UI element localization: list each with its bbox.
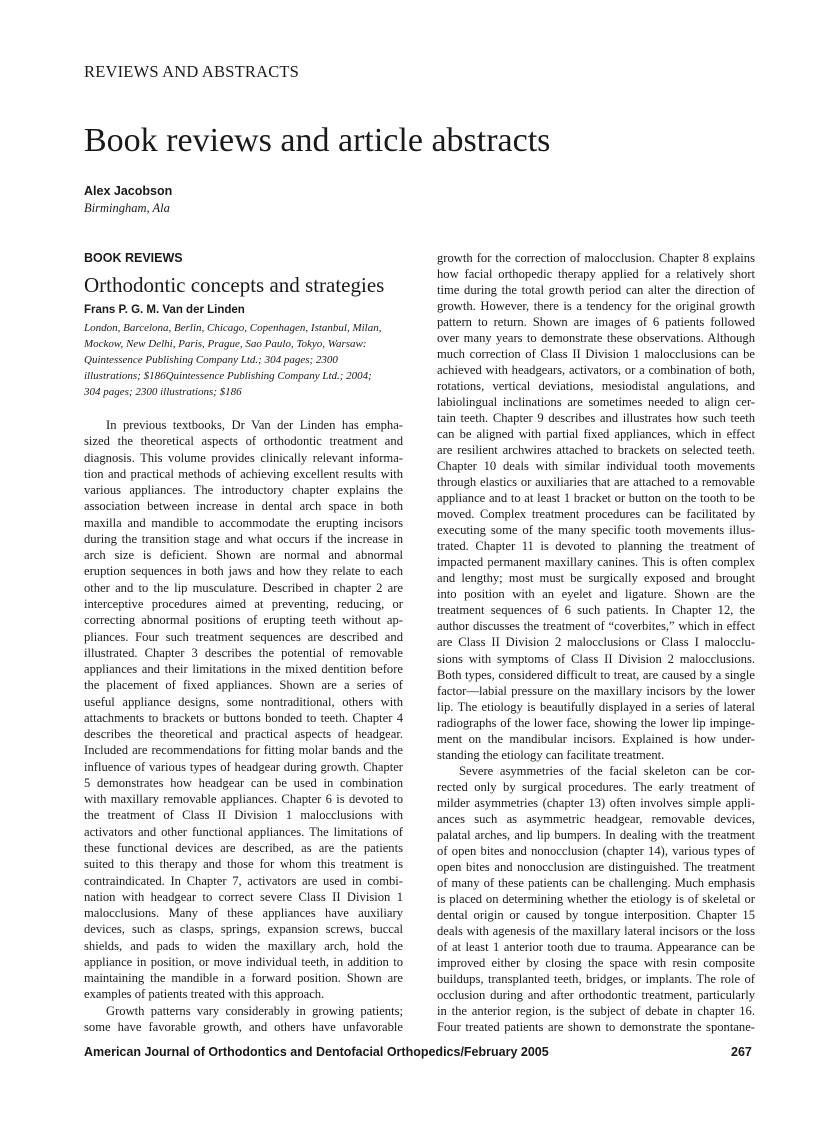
- text-line: in the anterior region, is the subject of debate in chapter 16.: [437, 1003, 755, 1018]
- text-line: sized the theoretical aspects of orthodontic treatment and: [84, 434, 403, 449]
- text-line: palatal arches, and lip bumpers. In dealing with the treatment: [437, 827, 755, 842]
- text-line: of many of these patients can be challenging. Much emphasis: [437, 875, 755, 890]
- text-line: are resilient archwires attached to brackets on selected teeth.: [437, 443, 755, 458]
- text-line: devices, such as clasps, springs, expansion screws, buccal: [84, 922, 403, 937]
- text-line: rected only by surgical procedures. The early treatment of: [437, 779, 755, 794]
- text-line: tain teeth. Chapter 9 describes and illustrates how such teeth: [437, 411, 755, 426]
- text-line: executing some of the many specific tooth movements illus-: [437, 523, 755, 538]
- text-line: of at least 1 anterior tooth due to trauma. Appearance can be: [437, 939, 755, 954]
- publication-line: illustrations; $186Quintessence Publishing Company Ltd.; 2004;: [84, 370, 372, 382]
- text-line: standing the etiology can facilitate treatment.: [437, 747, 665, 762]
- publication-line: Quintessence Publishing Company Ltd.; 304 pages; 2300: [84, 354, 338, 366]
- text-line: eruption sequences in both jaws and how they relate to each: [84, 564, 403, 579]
- text-line: illustrated. Chapter 3 describes the potential of removable: [84, 645, 403, 660]
- text-line: In previous textbooks, Dr Van der Linden has empha-: [106, 418, 403, 432]
- text-line: correcting abnormal positions of erupting teeth without ap-: [84, 613, 403, 628]
- text-line: activators and other functional appliances. The limitations of: [84, 824, 403, 839]
- text-line: improved either by closing the space with resin composite: [437, 955, 755, 970]
- text-line: influence of various types of headgear during growth. Chapter: [84, 759, 403, 774]
- publication-line: 304 pages; 2300 illustrations; $186: [84, 386, 242, 398]
- text-line: other and to the lip musculature. Described in chapter 2 are: [84, 580, 403, 595]
- text-line: growth for the correction of malocclusion. Chapter 8 explains: [437, 251, 755, 265]
- text-line: over many years to demonstrate these observations. Although: [437, 331, 755, 346]
- text-line: buildups, transplanted teeth, bridges, or implants. The role of: [437, 971, 755, 986]
- text-line: much correction of Class II Division 1 malocclusions can be: [437, 347, 755, 362]
- text-line: maintaining the mandible in a forward position. Shown are: [84, 971, 403, 986]
- text-line: diagnosis. This volume provides clinically relevant informa-: [84, 450, 403, 465]
- text-line: sions with symptoms of Class II Division 2 malocclusions.: [437, 651, 755, 666]
- text-line: impacted permanent maxillary canines. This is often complex: [437, 555, 755, 570]
- text-line: time during the total growth period can alter the direction of: [437, 283, 755, 298]
- text-line: Severe asymmetries of the facial skeleton can be cor-: [459, 763, 755, 778]
- text-line: with maxillary removable appliances. Chapter 6 is devoted to: [84, 792, 403, 807]
- text-line: is placed on determining whether the etiology is of skeletal or: [437, 891, 755, 906]
- publication-line: London, Barcelona, Berlin, Chicago, Copenhagen, Istanbul, Milan,: [84, 322, 382, 334]
- text-line: useful appliance designs, some nontraditional, others with: [84, 694, 403, 709]
- text-line: dental origin or caused by tongue interposition. Chapter 15: [437, 907, 755, 922]
- text-line: attachments to brackets or buttons bonded to teeth. Chapter 4: [84, 710, 403, 725]
- text-line: these functional devices are described, as are the patients: [84, 841, 403, 856]
- text-line: ances such as asymmetric headgear, removable devices,: [437, 811, 755, 826]
- text-line: moved. Complex treatment procedures can be facilitated by: [437, 507, 755, 522]
- text-line: Chapter 10 deals with similar individual tooth movements: [437, 459, 755, 474]
- text-line: deals with agenesis of the maxillary lateral incisors or the loss: [437, 923, 755, 938]
- text-line: Included are recommendations for fitting molar bands and the: [84, 743, 403, 758]
- text-line: open bites and nonocclusion are distinguished. The treatment: [437, 859, 755, 874]
- book-reviews-label: BOOK REVIEWS: [84, 251, 183, 265]
- publication-line: Mockow, New Delhi, Paris, Prague, Sao Paulo, Tokyo, Warsaw:: [84, 338, 367, 350]
- text-line: Four treated patients are shown to demonstrate the spontane-: [437, 1019, 755, 1034]
- text-line: shields, and pads to widen the maxillary arch, hold the: [84, 938, 403, 953]
- text-line: Growth patterns vary considerably in growing patients;: [106, 1003, 403, 1018]
- text-line: rotations, vertical deviations, mesiodistal angulations, and: [437, 379, 755, 394]
- footer-journal: American Journal of Orthodontics and Dentofacial Orthopedics/February 2005: [84, 1045, 549, 1059]
- text-line: nation with headgear to correct severe Class II Division 1: [84, 889, 403, 904]
- text-line: of open bites and nonocclusion (chapter 14), various types of: [437, 843, 755, 858]
- text-line: ment on the mandibular incisors. Explained is how under-: [437, 731, 755, 746]
- text-line: appliances and their limitations in the mixed dentition before: [84, 662, 403, 677]
- text-line: suited to this therapy and those for whom this treatment is: [84, 857, 403, 872]
- text-line: various appliances. The introductory chapter explains the: [84, 483, 403, 498]
- book-author: Frans P. G. M. Van der Linden: [84, 304, 245, 316]
- text-line: can be aligned with partial fixed appliances, which in effect: [437, 427, 755, 442]
- page-number: 267: [731, 1045, 752, 1059]
- text-line: pattern to return. Shown are images of 6 patients followed: [437, 315, 755, 330]
- text-line: describes the theoretical and practical aspects of headgear.: [84, 727, 403, 742]
- text-line: and lengthy; most must be surgically exposed and brought: [437, 571, 755, 586]
- text-line: Both types, considered difficult to treat, are caused by a single: [437, 667, 755, 682]
- text-line: pliances. Four such treatment sequences are described and: [84, 629, 403, 644]
- text-line: malocclusions. Many of these appliances have auxiliary: [84, 906, 403, 921]
- text-line: some have favorable growth, and others have unfavorable: [84, 1019, 403, 1034]
- text-line: are Class II Division 2 malocclusions or Class I malocclu-: [437, 635, 755, 650]
- text-line: appliance and to at least 1 bracket or button on the tooth to be: [437, 491, 755, 506]
- text-line: growth. However, there is a tendency for the original growth: [437, 299, 755, 314]
- text-line: 5 demonstrates how headgear can be used in combination: [84, 775, 403, 790]
- text-line: appliance in position, or move individual teeth, in addition to: [84, 954, 403, 969]
- text-line: occlusion during and after orthodontic treatment, particularly: [437, 987, 755, 1002]
- text-line: factor—labial pressure on the maxillary incisors by the lower: [437, 683, 755, 698]
- text-line: trated. Chapter 11 is devoted to planning the treatment of: [437, 539, 755, 554]
- text-line: interceptive procedures aimed at preventing, reducing, or: [84, 596, 403, 611]
- text-line: tion and practical methods of achieving excellent results with: [84, 466, 403, 481]
- text-line: how facial orthopedic therapy applied for a relatively short: [437, 267, 755, 282]
- text-line: achieved with headgears, activators, or a combination of both,: [437, 363, 755, 378]
- text-line: treatment sequences of 6 such patients. In Chapter 12, the: [437, 603, 755, 618]
- section-heading: REVIEWS AND ABSTRACTS: [84, 62, 300, 81]
- text-line: the placement of fixed appliances. Shown are a series of: [84, 678, 403, 693]
- text-line: milder asymmetries (chapter 13) often involves simple appli-: [437, 795, 755, 810]
- text-line: into position with an eyelet and ligature. Shown are the: [437, 587, 755, 602]
- page-title: Book reviews and article abstracts: [84, 122, 551, 159]
- text-line: arch size is deficient. Shown are normal and abnormal: [84, 548, 403, 563]
- text-line: the treatment of Class II Division 1 malocclusions with: [84, 808, 403, 823]
- text-line: during the transition stage and what occurs if the increase in: [84, 531, 403, 546]
- text-line: radiographs of the lower face, showing the lower lip impinge-: [437, 715, 755, 730]
- text-line: through elastics or auxiliaries that are attached to a removable: [437, 475, 755, 490]
- author-affiliation: Birmingham, Ala: [84, 201, 170, 215]
- text-line: examples of patients treated with this approach.: [84, 987, 325, 1002]
- text-line: author discusses the treatment of “coverbites,” which in effect: [437, 619, 755, 634]
- text-line: lip. The etiology is beautifully displayed in a series of lateral: [437, 699, 755, 714]
- text-line: maxilla and mandible to accommodate the erupting incisors: [84, 515, 403, 530]
- author-name: Alex Jacobson: [84, 184, 173, 198]
- text-line: labiolingual inclinations are sometimes needed to align cer-: [437, 395, 755, 410]
- book-title: Orthodontic concepts and strategies: [84, 273, 385, 297]
- text-line: contraindicated. In Chapter 7, activators are used in combi-: [84, 873, 403, 888]
- text-line: association between increase in dental arch space in both: [84, 499, 403, 514]
